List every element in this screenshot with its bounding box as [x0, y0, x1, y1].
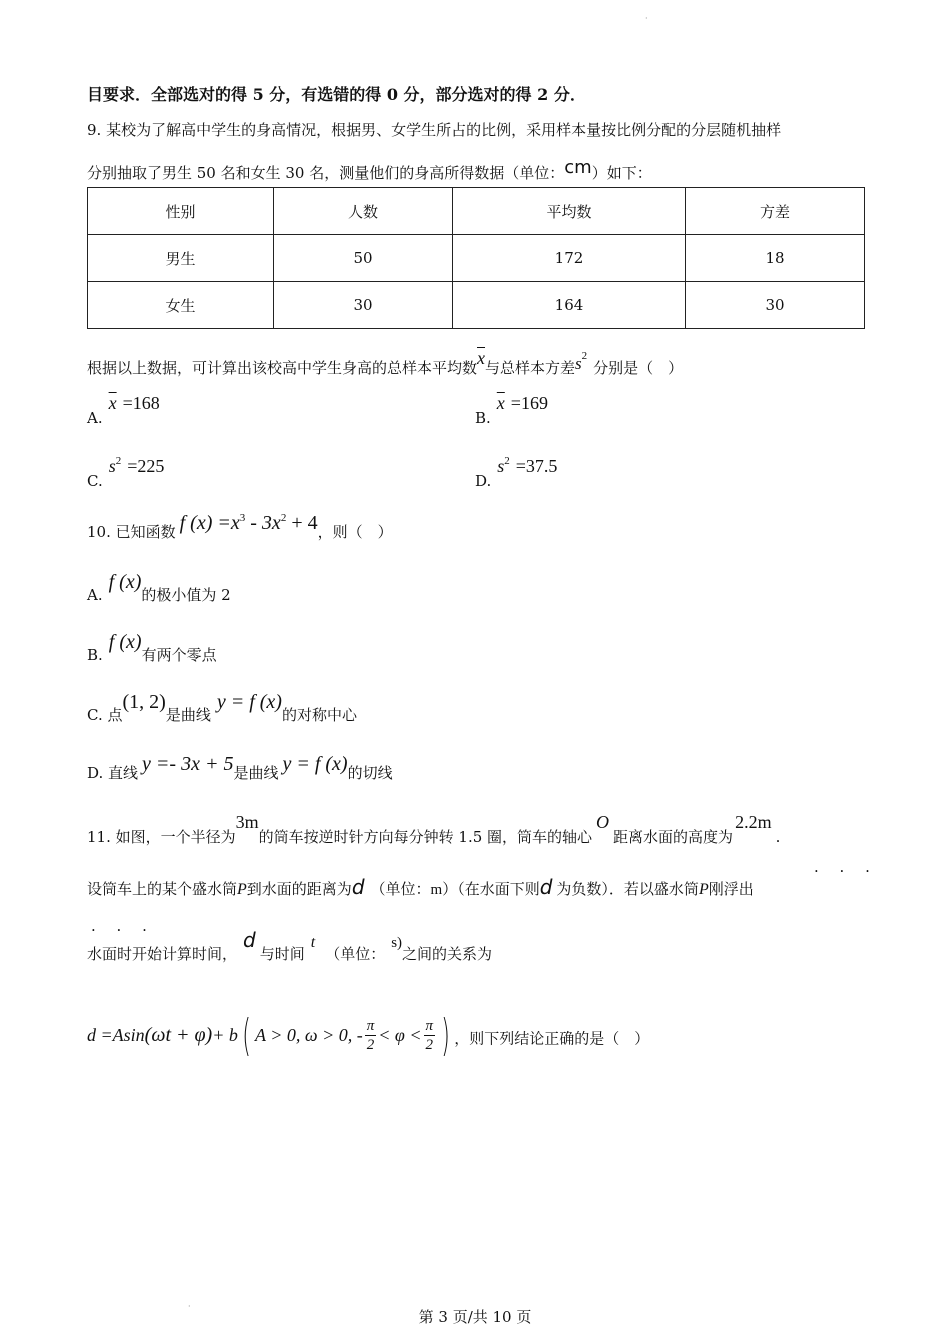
bucket-p: P: [237, 881, 247, 898]
q9-option-b[interactable]: [475, 393, 548, 427]
q11-line2: [87, 875, 754, 899]
page-number: 第 3 页/共 10 页: [418, 1308, 532, 1326]
q9-stem: [87, 348, 683, 378]
fraction-pi-over-2: [424, 1017, 436, 1054]
q11-formula: [87, 1010, 649, 1061]
height-data-table: [87, 187, 865, 329]
distance-d: d: [539, 875, 553, 899]
q11-text: 到水面的距离为: [246, 880, 352, 898]
emphasized-text: 水面时开始计算时间，: [87, 945, 238, 963]
radius-value: 3m: [235, 812, 259, 832]
q11-text: ）（在水面下则: [442, 880, 540, 898]
q10-option-c[interactable]: [87, 691, 357, 725]
left-paren: (: [242, 1010, 251, 1061]
table-cell: 女生: [88, 282, 274, 329]
q11-text: .: [775, 828, 781, 846]
exponent-2: 2: [280, 512, 287, 524]
function-expr: f (x) =x: [179, 512, 240, 534]
q9-option-a[interactable]: [87, 393, 160, 427]
formula-offset: + b: [212, 1025, 238, 1045]
header-dot: ·: [645, 14, 648, 23]
table-header-cell: 方差: [686, 188, 865, 235]
function-fx: f (x): [108, 571, 142, 593]
s-exponent: 2: [115, 455, 122, 467]
option-label: C.: [87, 472, 103, 490]
constraint-phi: < φ <: [378, 1025, 422, 1045]
s-exponent: 2: [581, 350, 588, 362]
s-symbol: s: [575, 354, 582, 373]
q9-option-d[interactable]: [475, 455, 557, 490]
table-row: [88, 282, 865, 329]
table-cell: 男生: [88, 235, 274, 282]
s-exponent: 2: [504, 455, 510, 467]
numerator: π: [425, 1018, 434, 1034]
q9-stem-mid: 与总样本方差: [485, 359, 576, 377]
q9-option-c[interactable]: [87, 455, 164, 490]
q10-stem-text: 10. 已知函数: [87, 523, 176, 541]
q11-line1: [87, 812, 780, 847]
table-header-cell: 平均数: [453, 188, 686, 235]
q11-text: （单位：: [325, 945, 386, 963]
option-value: =168: [122, 393, 160, 413]
option-text: 是曲线: [165, 706, 211, 724]
option-label: A.: [87, 586, 103, 604]
emphasis-dots: · · ·: [91, 921, 155, 939]
option-label: A.: [87, 409, 103, 427]
height-value: 2.2m: [735, 812, 772, 832]
x-bar-symbol: $\overline{x}$: [496, 393, 505, 413]
s-symbol: s: [497, 456, 505, 476]
s-symbol: s: [108, 456, 116, 476]
q9-line2: [87, 157, 652, 183]
curve-expr: y = f (x): [282, 753, 348, 775]
table-cell: 50: [274, 235, 453, 282]
q11-text: 为负数）．若以盛水筒: [556, 880, 699, 898]
function-expr-end: + 4: [286, 512, 318, 534]
q11-text: 的筒车按逆时针方向每分钟转 1.5 圈，筒车的轴心: [258, 828, 593, 846]
formula-lhs: d =Asin: [87, 1025, 145, 1045]
q9-line2-end: ）如下：: [591, 164, 652, 182]
q11-text: 设筒车上的某个盛水筒: [87, 880, 238, 898]
q10-option-a[interactable]: [87, 571, 231, 605]
q10-option-b[interactable]: [87, 631, 217, 665]
option-value: =225: [127, 456, 165, 476]
unit-m: m: [430, 882, 443, 898]
constraint-a: A > 0, ω > 0, -: [255, 1025, 363, 1045]
exponent-3: 3: [239, 512, 246, 524]
q9-stem-text: 根据以上数据，可计算出该校高中学生身高的总样本平均数: [87, 359, 478, 377]
table-cell: 164: [453, 282, 686, 329]
formula-args: (ωt + φ): [144, 1024, 213, 1046]
option-text: 是曲线: [233, 764, 279, 782]
option-text-end: 的切线: [347, 764, 393, 782]
denominator: 2: [366, 1037, 375, 1053]
q10-stem-end: ，则（ ）: [317, 523, 393, 541]
option-value: =169: [510, 393, 548, 413]
q9-stem-end: 分别是（ ）: [593, 359, 684, 377]
denominator: 2: [425, 1037, 433, 1053]
function-expr-mid: - 3x: [245, 512, 281, 534]
option-text: 有两个零点: [141, 646, 217, 664]
q11-text: （单位：: [370, 880, 431, 898]
q11-text: ，则下列结论正确的是（ ）: [454, 1029, 650, 1048]
table-header-cell: 性别: [88, 188, 274, 235]
table-cell: 18: [686, 235, 865, 282]
x-bar-symbol: $\overline{x}$: [108, 393, 117, 413]
option-value: =37.5: [515, 456, 558, 476]
emphasis-dots: · · ·: [814, 862, 878, 880]
option-label: B.: [475, 409, 491, 427]
x-bar-symbol: $\overline{x}$: [477, 348, 486, 368]
option-label: D.: [475, 472, 492, 490]
emphasized-text: 刚浮出: [708, 880, 754, 898]
option-label: B.: [87, 646, 103, 664]
q10-stem: [87, 512, 393, 542]
time-t: t: [310, 934, 316, 951]
unit-cm: cm: [564, 157, 592, 178]
table-cell: 172: [453, 235, 686, 282]
distance-d: d: [351, 875, 365, 899]
fraction-pi-over-2: [365, 1017, 377, 1054]
table-header-cell: 人数: [274, 188, 453, 235]
section-instruction: 目要求．全部选对的得 5 分，有选错的得 0 分，部分选对的得 2 分．: [87, 85, 586, 104]
option-text: 的极小值为 2: [141, 586, 231, 604]
point-coords: (1, 2): [122, 691, 166, 713]
unit-s: s): [391, 935, 403, 951]
function-fx: f (x): [108, 631, 142, 653]
numerator: π: [366, 1018, 375, 1034]
q10-option-d[interactable]: [87, 753, 393, 783]
distance-d: d: [243, 928, 256, 952]
bucket-p: P: [698, 881, 709, 898]
q9-line1: 9. 某校为了解高中学生的身高情况，根据男、女学生所占的比例，采用样本量按比例分配的分层随机抽样: [87, 121, 782, 139]
q11-text: 11. 如图，一个半径为: [87, 828, 236, 846]
table-cell: 30: [274, 282, 453, 329]
q11-text: 之间的关系为: [402, 945, 493, 963]
option-label: D. 直线: [87, 764, 139, 782]
option-text-end: 的对称中心: [281, 706, 357, 724]
line-expr: y =- 3x + 5: [142, 753, 234, 775]
q11-text: 与时间: [259, 945, 305, 963]
table-cell: 30: [686, 282, 865, 329]
curve-expr: y = f (x): [216, 691, 282, 713]
option-label: C. 点: [87, 706, 123, 724]
q9-line2-text: 分别抽取了男生 50 名和女生 30 名，测量他们的身高所得数据（单位：: [87, 164, 565, 182]
table-row: [88, 235, 865, 282]
table-header-row: [88, 188, 865, 235]
axis-center-o: O: [596, 812, 610, 832]
right-paren: ): [441, 1010, 450, 1061]
footer-dot: ·: [188, 1302, 191, 1311]
q11-text: 距离水面的高度为: [613, 828, 734, 846]
